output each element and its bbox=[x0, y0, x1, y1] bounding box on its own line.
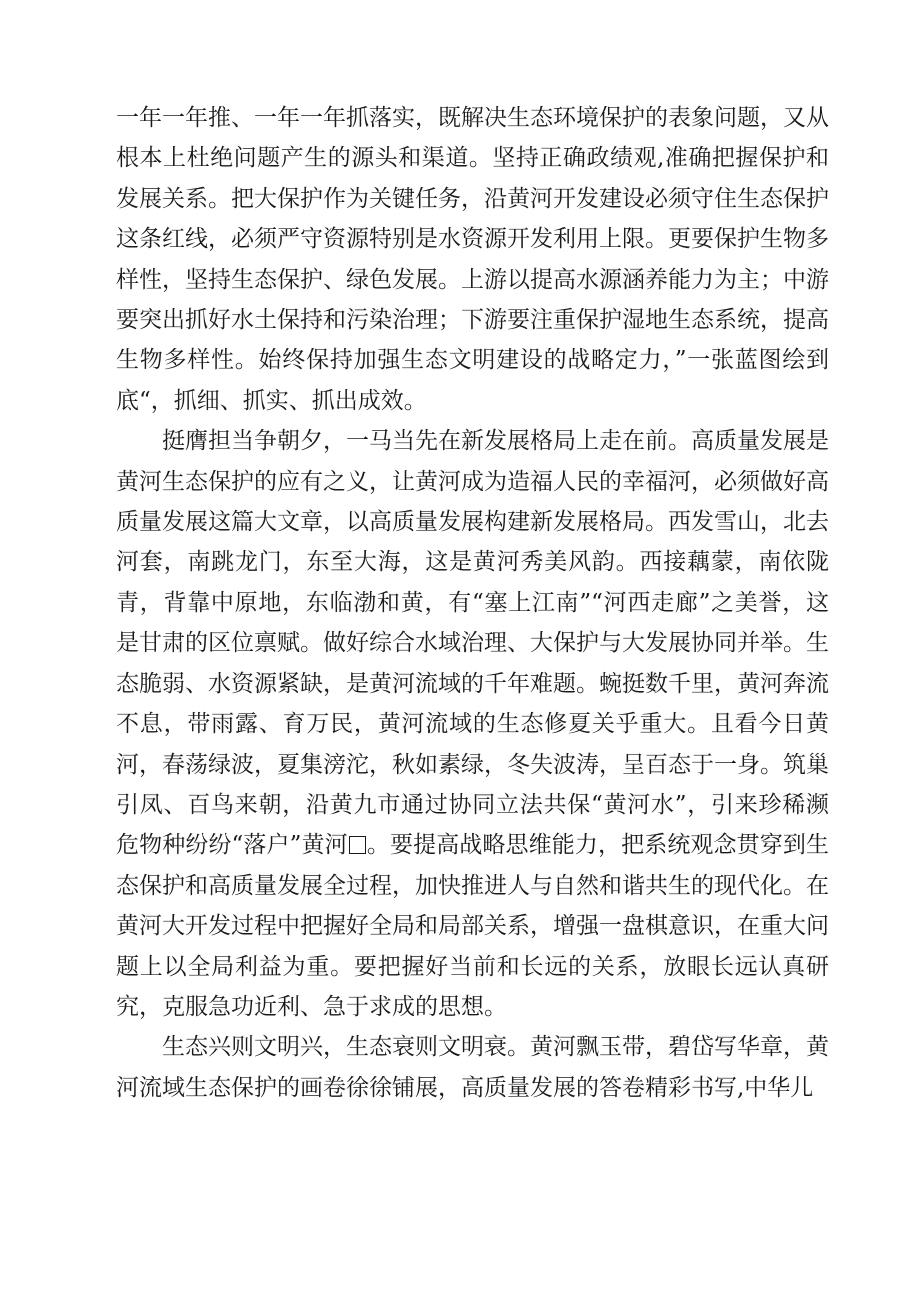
paragraph-3: 生态兴则文明兴，生态衰则文明衰。黄河飘玉带，碧岱写华章，黄河流域生态保护的画卷徐徐铺展，高质量发展的答卷精彩书写,中华儿 bbox=[116, 1034, 829, 1101]
document-body bbox=[116, 98, 829, 1108]
paragraph-2-text-part-1: 挺膺担当争朝夕，一马当先在新发展格局上走在前。高质量发展是黄河生态保护的应有之义，让黄河成为造福人民的幸福河，必须做好高质量发展这篇大文章，以高质量发展构建新发展格局。西发雪山，北去河套，南跳龙门，东至大海，这是黄河秀美风韵。西接藕蒙，南依陇青，背靠中原地，东临渤和黄，有“塞上江南”“河西走廊”之美誉，这是甘肃的区位禀赋。做好综合水域治理、大保护与大发展协同并举。生态脆弱、水资源紧缺，是黄河流域的千年难题。蜿挺数千里，黄河奔流不息，带雨露、育万民，黄河流域的生态修夏关乎重大。且看今日黄河，春荡绿波，夏集滂沱，秋如素绿，冬失波涛，呈百态于一身。筑巢引凤、百鸟来朝，沿黄九市通过协同立法共保“黄河水”，引来珍稀濒危物种纷纷“落户”黄河 bbox=[116, 428, 829, 859]
missing-character-box-icon bbox=[349, 836, 366, 854]
paragraph-2-text-part-2: 。要提高战略思维能力，把系统观念贯穿到生态保护和高质量发展全过程，加快推进人与自然和谐共生的现代化。在黄河大开发过程中把握好全局和局部关系，增强一盘棋意识，在重大问题上以全局利益为重。要把握好当前和长远的关系，放眼长远认真研究，克服急功近利、急于求成的思想。 bbox=[116, 832, 829, 1020]
paragraph-1: 一年一年推、一年一年抓落实，既解决生态环境保护的表象问题，又从根本上杜绝问题产生的源头和渠道。坚持正确政绩观,准确把握保护和发展关系。把大保护作为关键任务，沿黄河开发建设必须守住生态保护这条红线，必须严守资源特别是水资源开发利用上限。更要保护生物多样性，坚持生态保护、绿色发展。上游以提高水源涵养能力为主；中游要突出抓好水土保持和污染治理；下游要注重保护湿地生态系统，提高生物多样性。始终保持加强生态文明建设的战略定力，”一张蓝图绘到底“，抓细、抓实、抓出成效。 bbox=[116, 105, 829, 414]
paragraph-2 bbox=[116, 421, 829, 1027]
